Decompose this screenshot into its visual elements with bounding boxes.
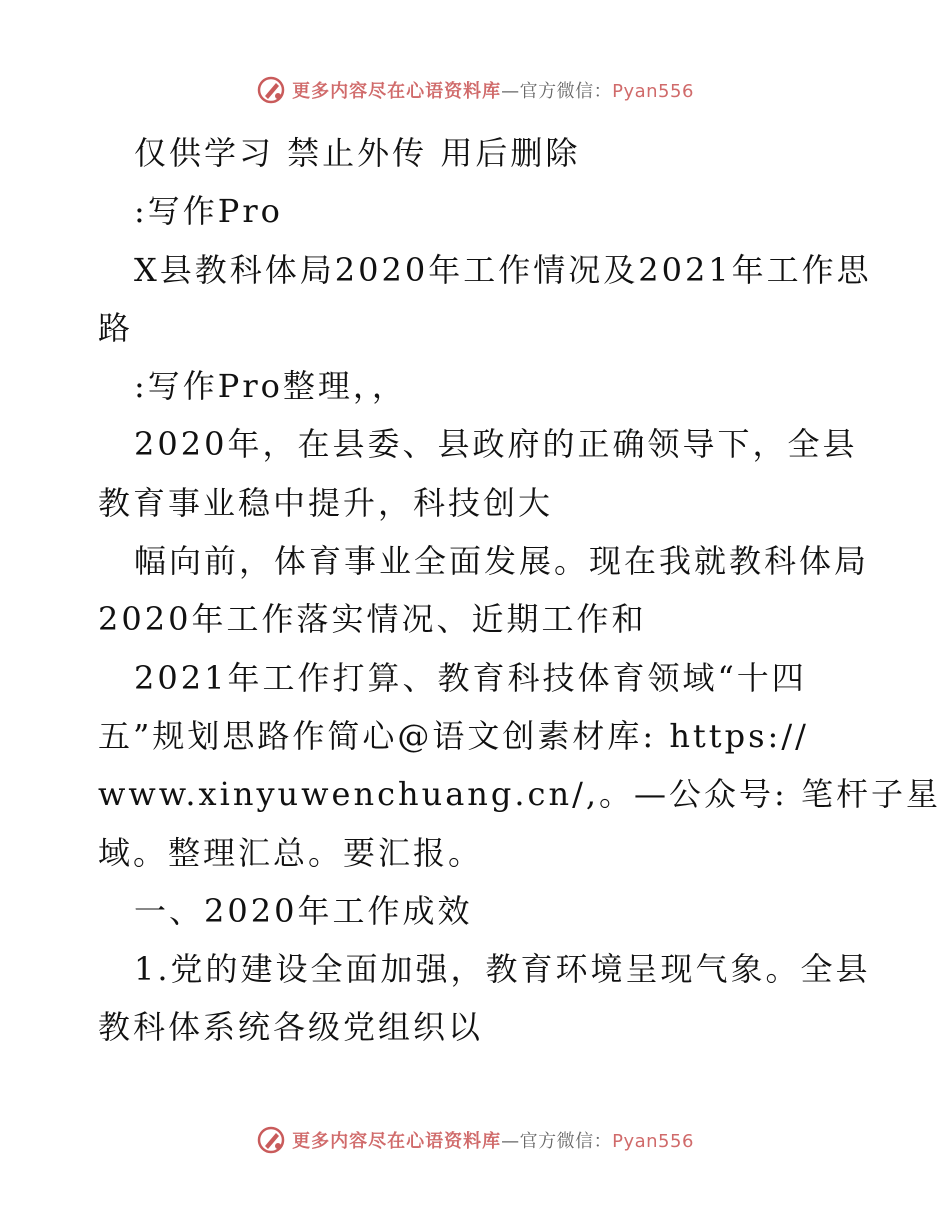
document-line: 2021年工作打算、教育科技体育领域“十四 — [134, 658, 807, 697]
document-line: 路 — [98, 308, 134, 347]
header-wechat-label: 官方微信： — [519, 81, 613, 102]
document-line: 五”规划思路作简心@语文创素材库: https:// — [98, 716, 809, 755]
document-line: 教科体系统各级党组织以 — [98, 1008, 484, 1047]
header-banner — [0, 72, 950, 108]
header-separator: — — [501, 81, 520, 102]
header-brand-text: 更多内容尽在心语资料库 — [292, 81, 502, 102]
document-line: 2020年，在县委、县政府的正确领导下，全县 — [134, 425, 858, 464]
footer-wechat-id: Pyan556 — [612, 1131, 694, 1152]
document-line: :写作Pro整理，， — [134, 367, 407, 406]
footer-brand-text: 更多内容尽在心语资料库 — [292, 1131, 502, 1152]
document-line: 域。整理汇总。要汇报。 — [98, 833, 484, 872]
document-line: X县教科体局2020年工作情况及2021年工作思 — [134, 250, 872, 289]
header-banner-text — [292, 77, 694, 103]
document-line: :写作Pro — [134, 192, 283, 231]
header-wechat-id: Pyan556 — [612, 81, 694, 102]
document-line: 幅向前，体育事业全面发展。现在我就教科体局 — [134, 542, 870, 581]
pen-circle-logo-icon — [256, 1125, 286, 1155]
document-body — [98, 124, 941, 1057]
section-heading: 一、2020年工作成效 — [134, 891, 473, 930]
footer-wechat-label: 官方微信： — [519, 1131, 613, 1152]
document-line: 2020年工作落实情况、近期工作和 — [98, 600, 647, 639]
document-line: 教育事业稳中提升，科技创大 — [98, 483, 554, 522]
document-line: www.xinyuwenchuang.cn/,。—公众号: 笔杆子星 — [98, 775, 941, 814]
footer-banner — [0, 1122, 950, 1158]
document-line: 1.党的建设全面加强，教育环境呈现气象。全县 — [134, 950, 871, 989]
document-line: 仅供学习 禁止外传 用后删除 — [134, 134, 581, 172]
footer-banner-text — [292, 1127, 694, 1153]
pen-circle-logo-icon — [256, 75, 286, 105]
footer-separator: — — [501, 1131, 520, 1152]
